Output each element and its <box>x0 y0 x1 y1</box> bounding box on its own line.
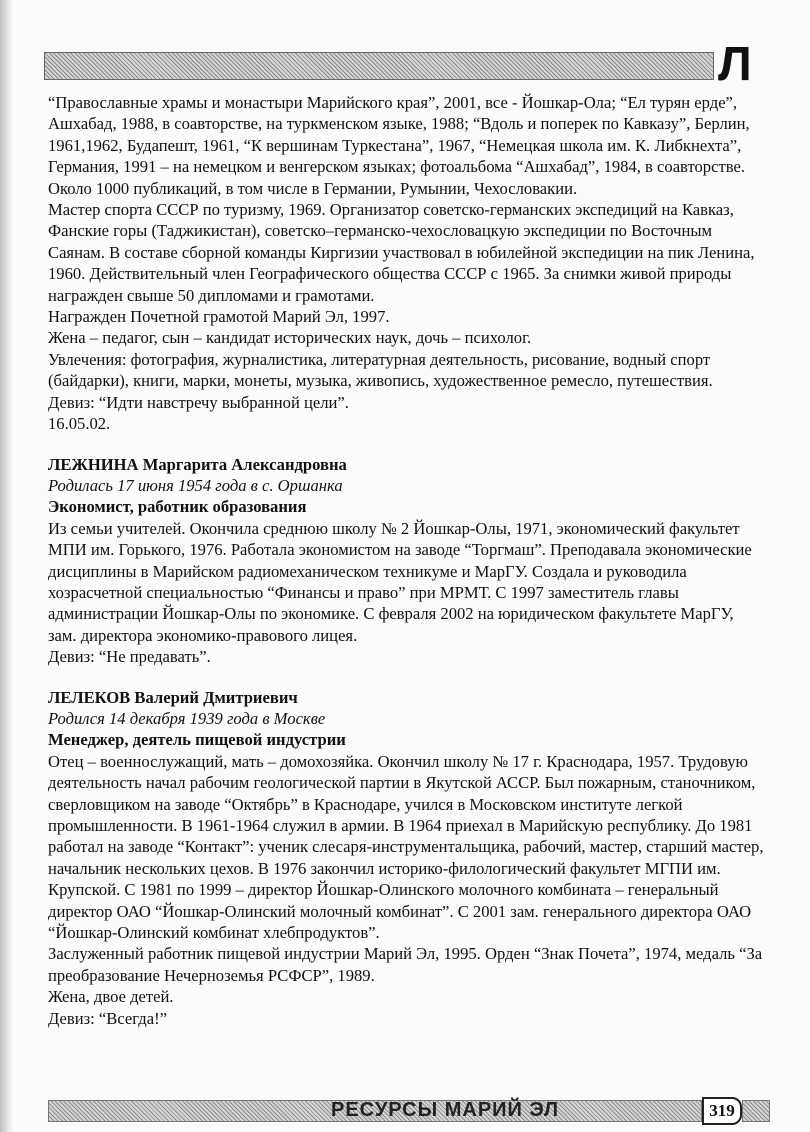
intro-paragraph: Девиз: “Идти навстречу выбранной цели”. <box>48 392 349 412</box>
entry-birth: Родилась 17 июня 1954 года в с. Оршанка <box>48 475 343 495</box>
header-band <box>44 52 714 80</box>
entry-bio-paragraph: Отец – военнослужащий, мать – домохозяйка. Окончил школу № 17 г. Краснодара, 1957. Трудовую деятельность начал рабочим геологической партии в Якутской АССР. Был пожарным, станочником, сверловщиком на заводе “Октябрь” в Краснодаре, учился в Московском институте легкой промышленности. В 1961-1964 служил в армии. В 1964 приехал в Марийскую республику. До 1981 работал на заводе “Контакт”: ученик слесаря-инструментальщика, рабочий, мастер, старший мастер, начальник нескольких цехов. В 1976 закончил историко-филологический факультет МГПИ им. Крупской. С 1981 по 1999 – директор Йошкар-Олинского молочного комбината – генеральный директор ОАО “Йошкар-Олинский молочный комбинат”. С 2001 зам. генерального директора ОАО “Йошкар-Олинский комбинат хлебпродуктов”. <box>48 751 764 943</box>
entry-bio-paragraph: Из семьи учителей. Окончила среднюю школу № 2 Йошкар-Олы, 1971, экономический факультет МПИ им. Горького, 1976. Работала экономистом на заводе “Торгмаш”. Преподавала экономические дисциплины в Марийском радиомеханическом техникуме и МарГУ. Создала и руководила хозрасчетной специальностью “Финансы и право” при МРМТ. С 1997 заместитель главы администрации Йошкар-Олы по экономике. С февраля 2002 на юридическом факультете МарГУ, зам. директора экономико-правового лицея. <box>48 518 752 645</box>
intro-paragraph: Жена – педагог, сын – кандидат исторических наук, дочь – психолог. <box>48 328 532 348</box>
entry-family: Жена, двое детей. <box>48 987 174 1007</box>
intro-paragraph: Мастер спорта СССР по туризму, 1969. Организатор советско-германских экспедиций на Кавказ, Фанские горы (Таджикистан), советско–германско-чехословацкую экспедиции по Восточным Саянам. В составе сборной команды Киргизии участвовал в юбилейной экспедиции на пик Ленина, 1960. Действительный член Географического общества СССР с 1965. За снимки живой природы награжден свыше 50 дипломами и грамотами. <box>48 200 755 305</box>
footer-band-tail <box>742 1100 770 1122</box>
entry-birth: Родился 14 декабря 1939 года в Москве <box>48 708 326 728</box>
footer-title: РЕСУРСЫ МАРИЙ ЭЛ <box>331 1099 559 1121</box>
section-letter: Л <box>718 38 752 91</box>
entry-bio-paragraph: Заслуженный работник пищевой индустрии Марий Эл, 1995. Орден “Знак Почета”, 1974, медаль “За преобразование Нечерноземья РСФСР”, 1989. <box>48 944 763 985</box>
page-content <box>48 92 764 1029</box>
page-number: 319 <box>702 1097 742 1125</box>
page-edge-shadow <box>0 0 14 1132</box>
intro-paragraph: Награжден Почетной грамотой Марий Эл, 1997. <box>48 307 390 327</box>
entry-profession: Менеджер, деятель пищевой индустрии <box>48 730 346 750</box>
biography-entry <box>48 454 764 668</box>
intro-block <box>48 92 764 435</box>
entry-name: ЛЕЛЕКОВ Валерий Дмитриевич <box>48 687 298 707</box>
entry-name: ЛЕЖНИНА Маргарита Александровна <box>48 454 347 474</box>
entry-profession: Экономист, работник образования <box>48 497 307 517</box>
biography-entry <box>48 687 764 1030</box>
intro-paragraph: Увлечения: фотография, журналистика, литературная деятельность, рисование, водный спорт (байдарки), книги, марки, монеты, музыка, живопись, художественное ремесло, путешествия. <box>48 349 713 391</box>
entry-motto: Девиз: “Не предавать”. <box>48 647 211 667</box>
intro-date: 16.05.02. <box>48 414 111 434</box>
entry-motto: Девиз: “Всегда!” <box>48 1008 167 1028</box>
intro-paragraph: “Православные храмы и монастыри Марийского края”, 2001, все - Йошкар-Ола; “Ел турян ерде”, Ашхабад, 1988, в соавторстве, на туркменском языке, 1988; “Вдоль и поперек по Кавказу”, Берлин, 1961,1962, Будапешт, 1961, “К вершинам Туркестана”, 1967, “Немецкая школа им. К. Либкнехта”, Германия, 1991 – на немецком и венгерском языках; фотоальбома “Ашхабад”, 1984, в соавторстве. Около 1000 публикаций, в том числе в Германии, Румынии, Чехословакии. <box>48 93 750 198</box>
